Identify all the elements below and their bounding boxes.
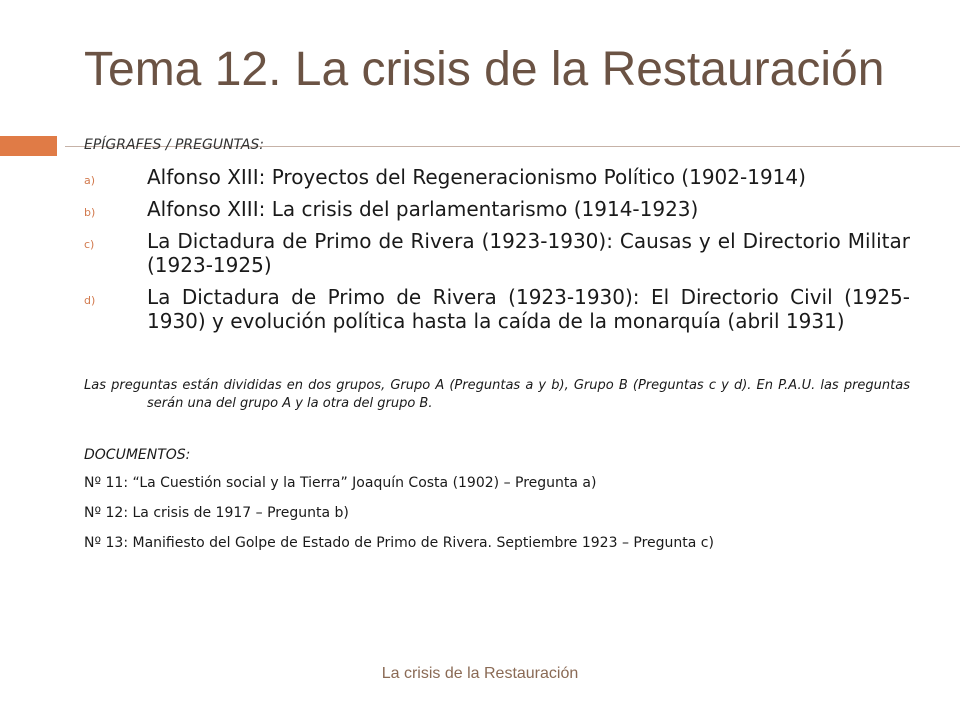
documents-heading: DOCUMENTOS: [84,447,191,463]
list-marker: c) [84,238,95,251]
list-item-text: Alfonso XIII: Proyectos del Regeneracionismo Político (1902-1914) [147,165,806,189]
list-item-text: La Dictadura de Primo de Rivera (1923-1930): Causas y el Directorio Militar (1923-1925) [147,229,910,277]
list-item [84,197,910,221]
slide-footer: La crisis de la Restauración [381,665,579,682]
list-marker: b) [84,206,96,219]
list-item [84,165,910,189]
list-item [84,229,910,277]
list-item-text: La Dictadura de Primo de Rivera (1923-1930): El Directorio Civil (1925-1930) y evolución política hasta la caída de la monarquía (abril 1931) [147,285,910,333]
document-item: Nº 11: “La Cuestión social y la Tierra” Joaquín Costa (1902) – Pregunta a) [84,475,597,491]
document-item: Nº 12: La crisis de 1917 – Pregunta b) [84,505,349,521]
accent-bar [0,136,57,156]
document-item: Nº 13: Manifiesto del Golpe de Estado de Primo de Rivera. Septiembre 1923 – Pregunta c) [84,535,714,551]
list-item-text: Alfonso XIII: La crisis del parlamentarismo (1914-1923) [147,197,699,221]
section-heading: EPÍGRAFES / PREGUNTAS: [84,137,265,153]
groups-note: Las preguntas están divididas en dos grupos, Grupo A (Preguntas a y b), Grupo B (Preguntas c y d). En P.A.U. las preguntas serán una del grupo A y la otra del grupo B. [84,378,910,411]
slide-content [84,137,910,553]
list-marker: a) [84,174,96,187]
list-marker: d) [84,294,96,307]
list-item [84,285,910,333]
slide-title: Tema 12. La crisis de la Restauración [84,43,885,96]
